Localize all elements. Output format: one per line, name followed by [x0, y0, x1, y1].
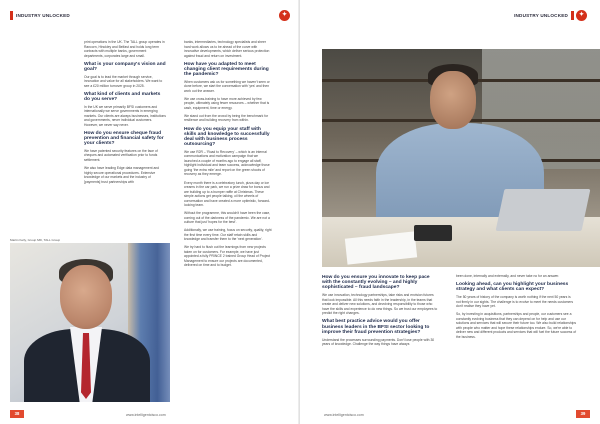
answer-paragraph: When customers ask us for something we haven't seen or done before, we start the conversation with 'yes' and then work out the answer. [184, 79, 270, 93]
businessman-photo [322, 49, 600, 267]
answer-paragraph: Every month there is a celebratory lunch, pizza day or ice creams in the car park, we run a prize draw for bonus and are building up to a bumper raffle at Christmas. These simple actions get people talking, oil the wheels of conversation and have created a more optimistic, forward-looking team. [184, 180, 271, 208]
tall-badge-icon: ✦ [576, 10, 587, 21]
answer-paragraph: Our goal is to lead the market through service, innovation and value for all stakeholders. We want to see a £20 million turnover group in 2025. [84, 74, 163, 88]
question-heading: How do you ensure cheque fraud prevention and financial safety for your clients? [84, 130, 164, 147]
question-heading: Looking ahead, can you highlight your business strategy and what clients can expect? [456, 282, 569, 293]
section-tag-label: INDUSTRY UNLOCKED [514, 13, 568, 18]
answer-paragraph: We stand out from the crowd by being the benchmark for resilience and building recovery from within. [184, 113, 269, 123]
answer-paragraph: We have patented security features on the face of cheques and automated verification prior to funds settlement. [84, 148, 158, 162]
section-tag [10, 11, 70, 20]
page-number: 39 [576, 410, 590, 418]
answer-paragraph: We use innovation, technology partnerships, take risks and envision futures that look impossible. All this needs faith in the leadership, in the teams that create and deliver new solutions, and devolving responsibility to those who have the skills and experience to do new things. So we trust our employees to predict the right changes. [322, 293, 438, 316]
question-heading: How have you adapted to meet changing client requirements during the pandemic? [184, 61, 269, 77]
answer-paragraph: We also have leading Edge data management and highly secure operational procedures. Extensive knowledge of our markets and the industry of [payments] trust partnerships with [84, 166, 160, 184]
article-column-4 [456, 274, 576, 343]
photo-caption: Martin Kelly, Group MD, TALL Group [10, 238, 61, 242]
answer-paragraph: We use cross-training to have more achieved by few people, ultimately using fewer resources – whether that is cash, equipment, time or energy. [184, 96, 270, 110]
article-column-3 [322, 274, 440, 350]
right-page [300, 0, 600, 424]
question-heading: What best practice advice would you offer business leaders in the BFSI sector looking to improve their fraud prevention strategies? [322, 319, 430, 335]
intro-paragraph: print operations in the UK. The TALL group operates in Rancorn, Hinckley and Belfast and holds long term contracts with multiple banks, government departments, corporates large and small. [84, 40, 165, 58]
section-tag-label: INDUSTRY UNLOCKED [16, 13, 70, 18]
article-column-1 [84, 40, 166, 188]
footer-url[interactable]: www.intelligentcisco.com [324, 413, 364, 417]
answer-paragraph: Without the programme, this wouldn't have been the case, coming out of the darkness of the pandemic. We are not a culture that just 'hopes for the best'. [184, 211, 271, 225]
calculator-shape [414, 225, 452, 241]
answer-paragraph: In the UK we serve primarily BFSI customers and internationally we serve governments in emerging markets. Our clients are always businesses, institutions and governments, never individual customers. However, we never say never. [84, 104, 166, 127]
page-number: 38 [10, 410, 24, 418]
question-heading: How do you ensure you innovate to keep pace with the constantly evolving – and highly sophisticated – fraud landscape? [322, 275, 430, 291]
question-heading: What is your company's vision and goal? [84, 61, 166, 72]
answer-paragraph: We use R2R – 'Road to Recovery' – which is an internal communications and motivation campaign that we launched a couple of months ago to engage all staff, highlight individual and team success, acknowledge those going 'the extra mile' and report on the green shoots of recovery as they emerge. [184, 149, 270, 177]
answer-paragraph: Additionally, we use training, focus on security, quality, right the first time every time. Our staff retain skills and knowledge and transfer them to the 'next generation'. [184, 228, 272, 242]
answer-paragraph: The 50 years of history of the company is worth nothing if the next 50 years is not firmly in our sights. The challenge is to evolve to meet the needs customers don't realise they have yet. [456, 295, 574, 309]
head-shape [60, 265, 112, 329]
tall-badge-icon: ✦ [279, 10, 290, 21]
question-heading: What kind of clients and markets do you serve? [84, 91, 161, 102]
answer-paragraph: Understand the processes surrounding payments. Don't lose people with 30 years of knowledge. Challenge the way things have always [322, 337, 435, 346]
tag-accent-bar [10, 11, 13, 20]
answer-paragraph: So, by investing in acquisitions, partnerships and people, our customers see a constantly evolving business that they can depend on for help and use our solutions and services that will secure their future too. We also build relationships with people who matter and hope these relationships endure. So, we're able to deliver new and different products and services that will fuel the future success of the business. [456, 312, 577, 339]
answer-paragraph: been done, internally and externally, and never take no for an answer. [456, 274, 560, 278]
answer-paragraph: We try hard to flush out the learnings from new projects taken on for customers. For example, we have just appointed a fully PRINCE 2 trained Group Head of Project Management to ensure our projects are documented, delivered on time and to budget. [184, 245, 271, 268]
section-tag [514, 11, 574, 20]
laptop-shape [496, 189, 591, 231]
portrait-photo [10, 243, 170, 402]
answer-paragraph: banks, intermediaries, technology specialists and sheer hard work allows us to be ahead of the curve with innovative developments, which deliver serious protection against fraud and return on investment. [184, 40, 270, 58]
question-heading: How do you equip your staff with skills and knowledge to successfully deal with business process outsourcing? [184, 126, 270, 148]
tag-accent-bar [571, 11, 574, 20]
head-shape [430, 71, 476, 129]
footer-url[interactable]: www.intelligentcisco.com [126, 413, 166, 417]
article-column-2 [184, 40, 272, 271]
